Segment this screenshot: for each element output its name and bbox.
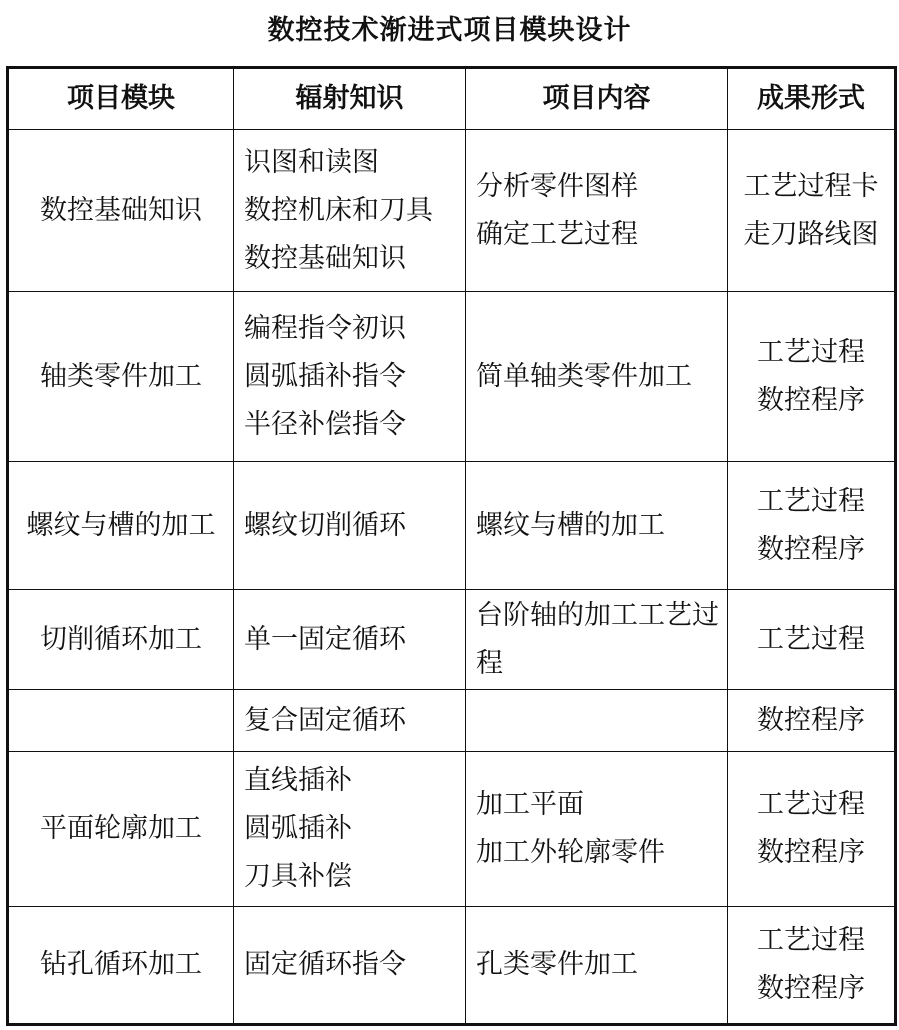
content-cell — [466, 690, 728, 752]
content-cell — [466, 907, 728, 1025]
content-item: 简单轴类零件加工 — [476, 360, 692, 392]
knowledge-cell — [234, 690, 466, 752]
content-item: 加工平面 — [476, 789, 584, 820]
module-cell: 轴类零件加工 — [8, 292, 234, 462]
result-item: 数控程序 — [757, 973, 865, 1004]
result-cell — [728, 130, 896, 292]
header-content: 项目内容 — [466, 68, 728, 130]
knowledge-item: 半径补偿指令 — [244, 408, 406, 440]
document-title: 数控技术渐进式项目模块设计 — [267, 15, 632, 46]
knowledge-item: 数控基础知识 — [244, 242, 406, 274]
result-cell — [728, 752, 896, 907]
result-cell — [728, 590, 896, 690]
result-item: 工艺过程 — [757, 925, 865, 956]
knowledge-cell — [234, 590, 466, 690]
table-row — [8, 130, 896, 292]
result-item: 数控程序 — [757, 384, 865, 416]
table-row — [8, 752, 896, 907]
result-item: 数控程序 — [757, 533, 865, 565]
module-cell: 平面轮廓加工 — [8, 752, 234, 907]
knowledge-cell — [234, 907, 466, 1025]
content-item: 孔类零件加工 — [476, 949, 638, 980]
table-row — [8, 292, 896, 462]
content-item: 分析零件图样 — [476, 170, 638, 202]
result-item: 工艺过程 — [757, 336, 865, 368]
header-knowledge: 辐射知识 — [234, 68, 466, 130]
result-cell — [728, 690, 896, 752]
knowledge-cell — [234, 462, 466, 590]
result-item: 工艺过程 — [757, 623, 865, 655]
module-cell: 螺纹与槽的加工 — [8, 462, 234, 590]
result-item: 工艺过程卡 — [743, 170, 879, 202]
result-cell — [728, 292, 896, 462]
project-module-table — [6, 66, 897, 1026]
knowledge-item: 单一固定循环 — [244, 623, 406, 655]
content-cell — [466, 590, 728, 690]
knowledge-item: 直线插补 — [244, 765, 352, 796]
knowledge-item: 复合固定循环 — [244, 704, 406, 736]
content-cell — [466, 130, 728, 292]
table-row — [8, 907, 896, 1025]
knowledge-item: 螺纹切削循环 — [244, 509, 406, 541]
table-row — [8, 462, 896, 590]
knowledge-cell — [234, 752, 466, 907]
result-item: 走刀路线图 — [743, 218, 879, 250]
result-item: 数控程序 — [757, 837, 865, 868]
module-cell: 钻孔循环加工 — [8, 907, 234, 1025]
knowledge-item: 识图和读图 — [244, 146, 379, 178]
knowledge-item: 数控机床和刀具 — [244, 194, 433, 226]
knowledge-item: 编程指令初识 — [244, 312, 406, 344]
knowledge-cell — [234, 292, 466, 462]
result-item: 工艺过程 — [757, 485, 865, 517]
module-cell — [8, 690, 234, 752]
content-item: 螺纹与槽的加工 — [476, 509, 665, 541]
content-item: 加工外轮廓零件 — [476, 837, 665, 868]
header-module: 项目模块 — [8, 68, 234, 130]
module-cell: 数控基础知识 — [8, 130, 234, 292]
content-cell — [466, 462, 728, 590]
content-item: 确定工艺过程 — [476, 218, 638, 250]
table-header-row — [8, 68, 896, 130]
knowledge-item: 圆弧插补 — [244, 813, 352, 844]
knowledge-item: 固定循环指令 — [244, 949, 406, 980]
result-cell — [728, 907, 896, 1025]
table-row — [8, 590, 896, 690]
content-cell — [466, 752, 728, 907]
header-result: 成果形式 — [728, 68, 896, 130]
module-cell: 切削循环加工 — [8, 590, 234, 690]
content-item: 台阶轴的加工工艺过程 — [476, 599, 719, 679]
knowledge-cell — [234, 130, 466, 292]
knowledge-item: 圆弧插补指令 — [244, 360, 406, 392]
result-item: 数控程序 — [757, 704, 865, 736]
knowledge-item: 刀具补偿 — [244, 861, 352, 892]
table-row — [8, 690, 896, 752]
content-cell — [466, 292, 728, 462]
result-cell — [728, 462, 896, 590]
result-item: 工艺过程 — [757, 789, 865, 820]
